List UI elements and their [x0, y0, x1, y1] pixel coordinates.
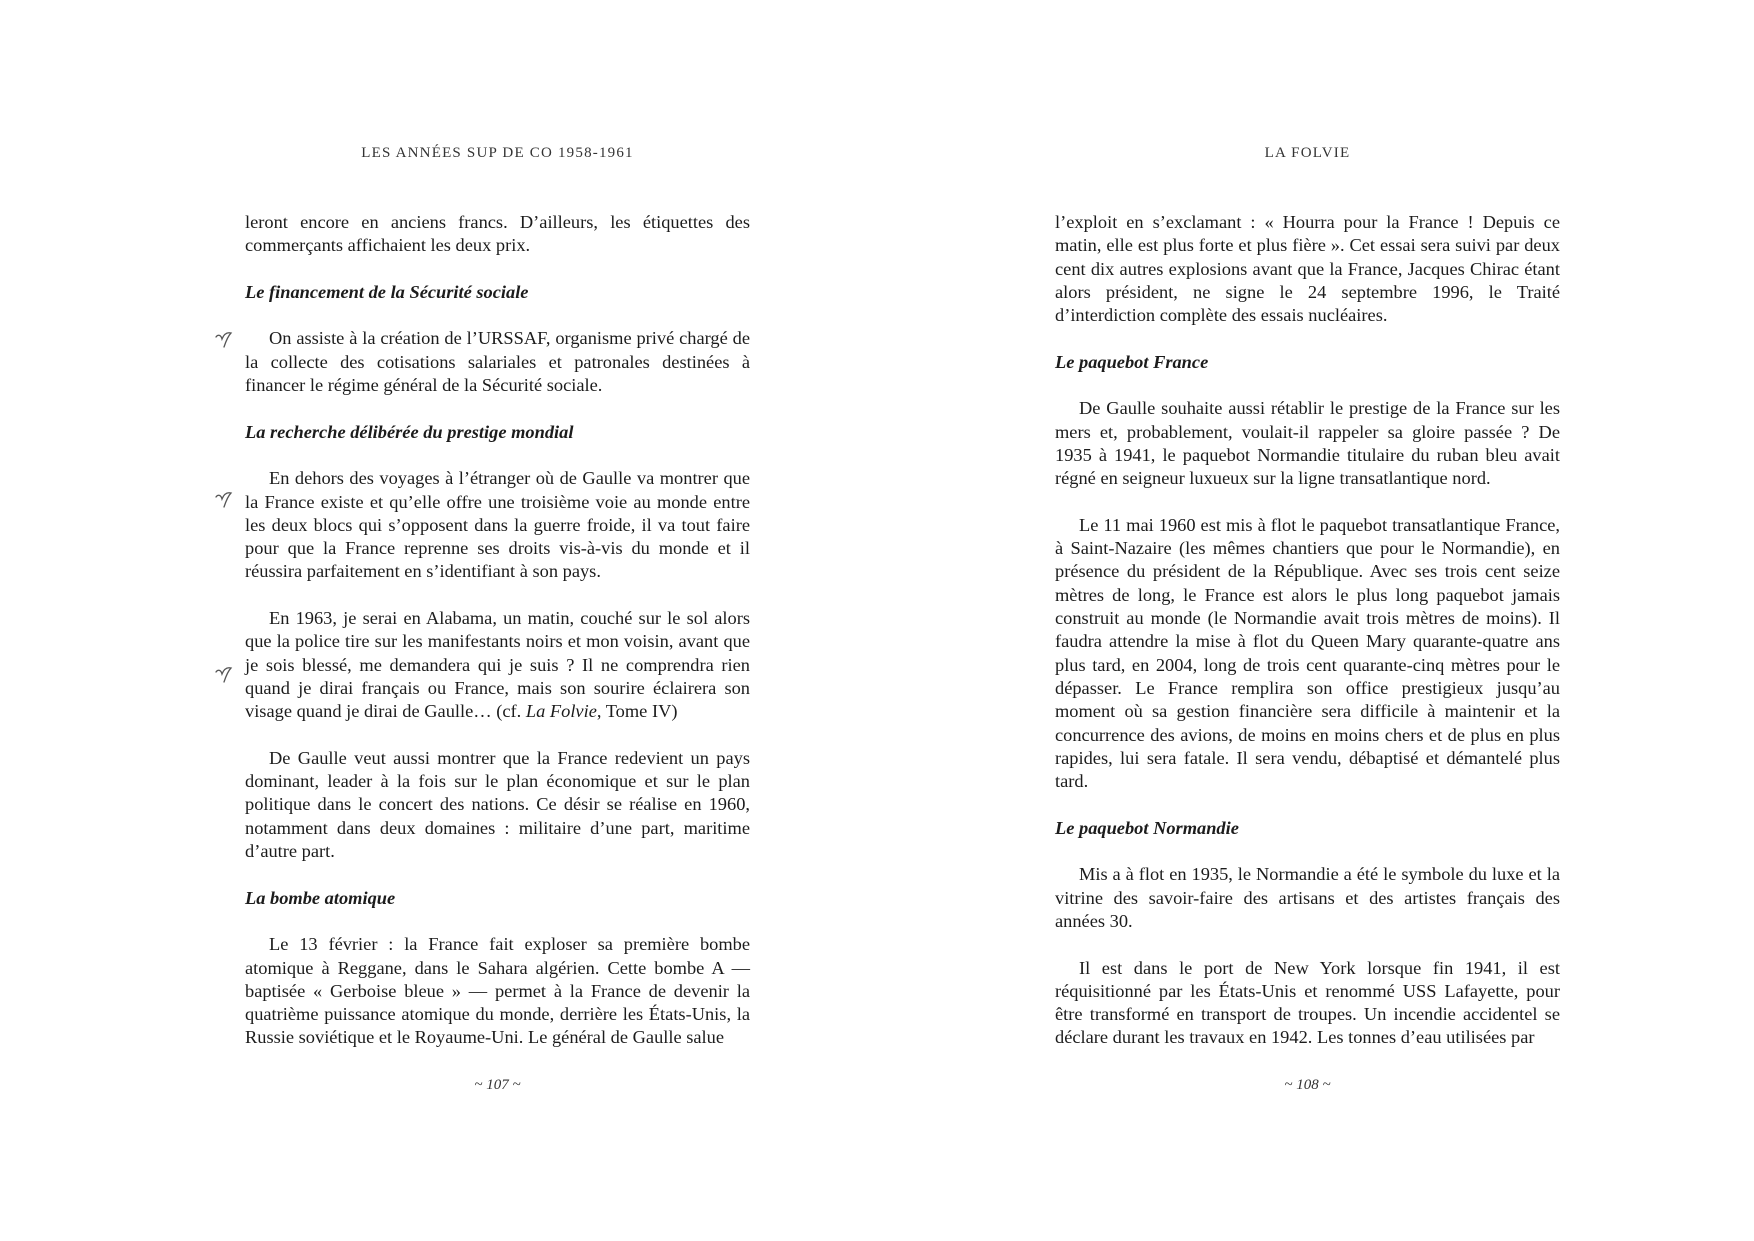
margin-check-icon	[213, 664, 235, 686]
alabama-text-a: En 1963, je serai en Alabama, un matin, couché sur le sol alors que la police tire sur les manifestants noirs et mon voisin, avant que je sois blessé, me demandera qui je suis ? Il ne comprendra rien quand je dirai français ou France, mais son sourire éclairera son visage quand je dirai de Gaulle… (cf.	[245, 608, 750, 722]
right-page-text	[1055, 211, 1560, 1050]
left-page-text	[245, 211, 750, 1050]
paragraph-mise-a-flot: Le 11 mai 1960 est mis à flot le paquebot transatlantique France, à Saint-Nazaire (les mêmes chantiers que pour le Normandie), en présence du président de la République. Avec ses trois cent seize mètres de long, le France est alors le plus long paquebot jamais construit au monde (le Normandie avait trois mètres de moins). Il faudra attendre la mise à flot du Queen Mary quarante-quatre ans plus tard, en 2004, long de trois cent quarante-cinq mètres pour le dépasser. Le France remplira son office prestigieux jusqu’au moment où sa gestion financière sera difficile à maintenir et la concurrence des avions, de moins en moins chers et de plus en plus rapides, lui sera fatale. Il sera vendu, débaptisé et démantelé plus tard.	[1055, 514, 1560, 792]
paragraph-prestige-mers: De Gaulle souhaite aussi rétablir le prestige de la France sur les mers et, probablement, voulait-il rappeler sa gloire passée ? De 1935 à 1941, le paquebot Normandie titulaire du ruban bleu avait régné en seigneur luxueux sur la ligne transatlantique nord.	[1055, 398, 1560, 489]
running-head-right: LA FOLVIE	[1264, 145, 1351, 161]
paragraph-new-york: Il est dans le port de New York lorsque fin 1941, il est réquisitionné par les États-Unis et renommé USS Lafayette, pour être transformé en transport de troupes. Un incendie accidentel se déclare durant les travaux en 1942. Les tonnes d’eau utilisées par	[1055, 957, 1560, 1048]
paragraph-bombe: Le 13 février : la France fait exploser sa première bombe atomique à Reggane, dans le Sahara algérien. Cette bombe A — baptisée « Gerboise bleue » — permet à la France de devenir la quatrième puissance atomique du monde, derrière les États-Unis, la Russie soviétique et le Royaume-Uni. Le général de Gaulle salue	[245, 934, 750, 1048]
running-head-left: LES ANNÉES SUP DE CO 1958-1961	[361, 145, 634, 161]
section-title-paquebot-normandie: Le paquebot Normandie	[1055, 817, 1239, 838]
paragraph-voyages: En dehors des voyages à l’étranger où de Gaulle va montrer que la France existe et qu’elle offre une troisième voie au monde entre les deux blocs qui s’opposent dans la guerre froide, il va tout faire pour que la France reprenne ses droits vis-à-vis du monde et il réussira parfaitement en s’identifiant à son pays.	[245, 468, 750, 582]
right-page	[877, 0, 1754, 1241]
continuation-paragraph: leront encore en anciens francs. D’ailleurs, les étiquettes des commerçants affichaient les deux prix.	[245, 212, 750, 256]
paragraph-normandie-luxe: Mis a à flot en 1935, le Normandie a été le symbole du luxe et la vitrine des savoir-faire des artisans et des artistes français des années 30.	[1055, 864, 1560, 931]
continuation-paragraph: l’exploit en s’exclamant : « Hourra pour la France ! Depuis ce matin, elle est plus forte et plus fière ». Cet essai sera suivi par deux cent dix autres explosions avant que la France, Jacques Chirac étant alors président, ne signe le 24 septembre 1996, le Traité d’interdiction complète des essais nucléaires.	[1055, 212, 1560, 326]
page-number-right: ~ 108 ~	[1284, 1077, 1331, 1093]
paragraph-urssaf: On assiste à la création de l’URSSAF, organisme privé chargé de la collecte des cotisations salariales et patronales destinées à financer le régime général de la Sécurité sociale.	[245, 328, 750, 396]
page-number-left: ~ 107 ~	[474, 1077, 521, 1093]
book-title-reference: La Folvie	[525, 701, 597, 722]
margin-check-icon	[213, 329, 235, 351]
paragraph-alabama	[245, 607, 750, 723]
section-title-paquebot-france: Le paquebot France	[1055, 351, 1209, 372]
alabama-text-b: , Tome IV)	[596, 701, 678, 722]
margin-check-icon	[213, 489, 235, 511]
section-title-bombe: La bombe atomique	[245, 887, 396, 908]
section-title-financement: Le financement de la Sécurité sociale	[245, 281, 529, 302]
section-title-prestige: La recherche délibérée du prestige mondial	[245, 421, 574, 442]
paragraph-pays-dominant: De Gaulle veut aussi montrer que la France redevient un pays dominant, leader à la fois sur le plan économique et sur le plan politique dans le concert des nations. Ce désir se réalise en 1960, notamment dans deux domaines : militaire d’une part, maritime d’autre part.	[245, 747, 750, 862]
